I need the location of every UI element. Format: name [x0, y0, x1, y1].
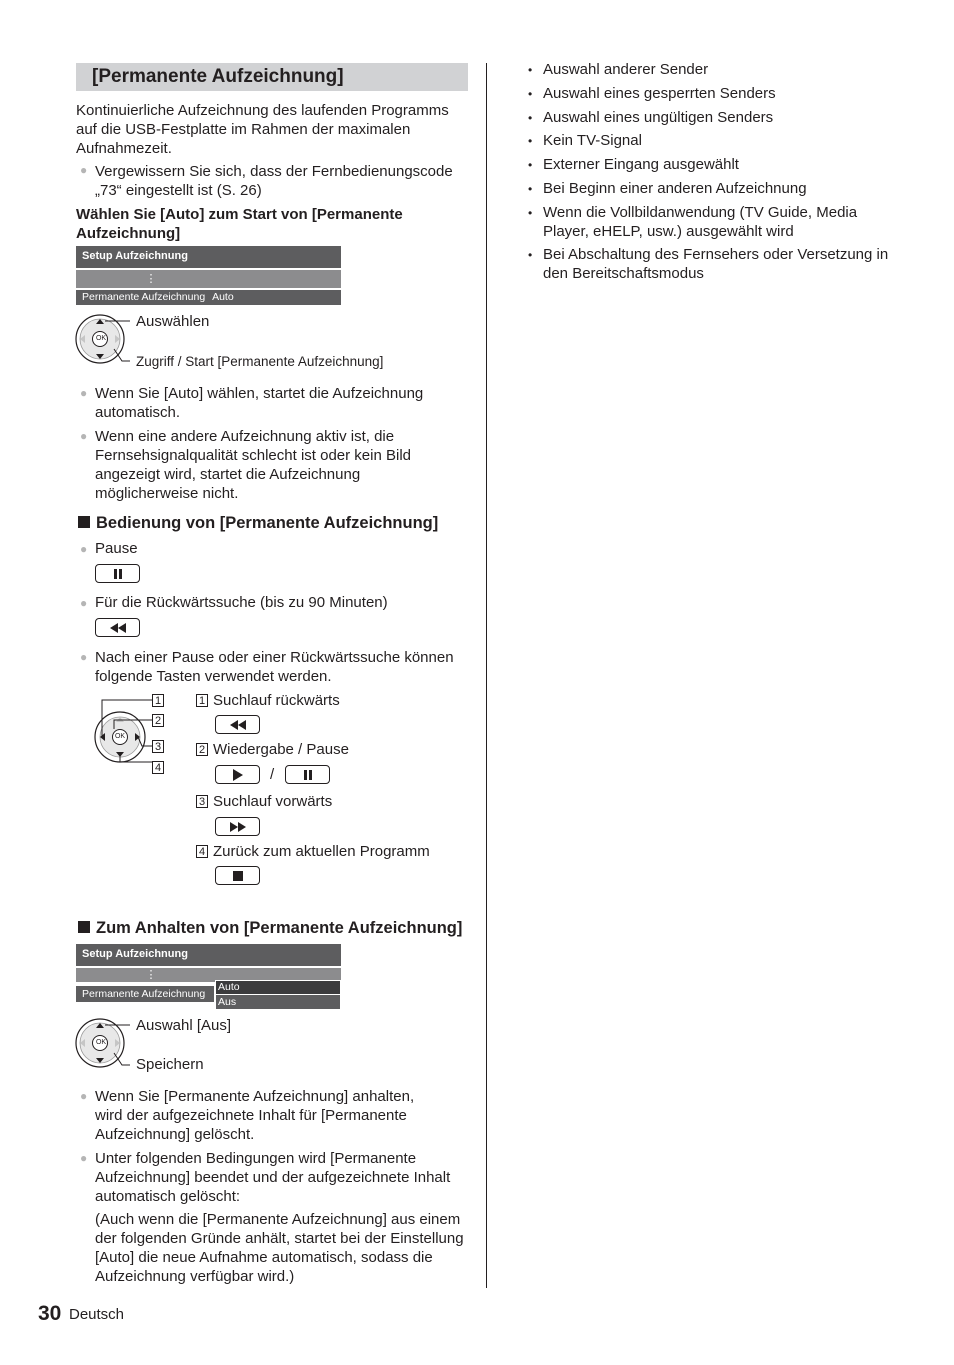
ok-label: OK: [95, 1039, 107, 1046]
bullet-icon: ●: [80, 1151, 88, 1165]
menu-item-permanente[interactable]: [76, 290, 341, 305]
fast-forward-icon: [229, 822, 247, 832]
callout-2: 2: [152, 714, 164, 727]
bullet-icon: •: [528, 158, 533, 172]
bullet-icon: ●: [80, 596, 88, 610]
menu-ellipsis: ⋮: [76, 270, 226, 288]
bullet-icon: •: [528, 87, 533, 101]
callout-3: 3: [152, 740, 164, 753]
play-button[interactable]: [215, 765, 260, 784]
condition-item: Auswahl anderer Sender: [543, 61, 709, 78]
condition-item: Bei Abschaltung des Fernsehers oder Versetzung in den Bereitschaftsmodus: [543, 246, 889, 282]
menu-item-permanente[interactable]: Permanente Aufzeichnung: [76, 986, 214, 1002]
ok-label: OK: [95, 335, 107, 342]
section-title: [Permanente Aufzeichnung]: [76, 63, 468, 91]
store-label: Speichern: [136, 1056, 204, 1073]
stop-note-1: Wenn Sie [Permanente Aufzeichnung] anhalten, wird der aufgezeichnete Inhalt für [Permanente Aufzeichnung] gelöscht.: [95, 1088, 415, 1143]
condition-item: Bei Beginn einer anderen Aufzeichnung: [543, 180, 807, 197]
slash-separator: /: [270, 766, 275, 783]
intro-text: Kontinuierliche Aufzeichnung des laufenden Programms auf die USB-Festplatte im Rahmen der maximalen Aufnahmezeit.: [76, 102, 449, 157]
menu-title: Setup Aufzeichnung: [76, 246, 341, 268]
pause-key-button[interactable]: [285, 765, 330, 784]
page-number: 30: [38, 1302, 62, 1325]
select-auto-heading: Wählen Sie [Auto] zum Start von [Permanente Aufzeichnung]: [76, 206, 403, 242]
operation-heading: Bedienung von [Permanente Aufzeichnung]: [78, 514, 438, 533]
stop-icon: [232, 870, 244, 882]
square-bullet-icon: [78, 921, 90, 933]
menu-dropdown[interactable]: [215, 980, 341, 1010]
bullet-icon: ●: [80, 650, 88, 664]
bullet-icon: ●: [80, 1089, 88, 1103]
callout-1: 1: [152, 694, 164, 707]
rewind-button[interactable]: [95, 618, 140, 637]
key-2: 2 Wiedergabe / Pause: [196, 741, 349, 758]
menu-ellipsis: ⋮: [76, 968, 226, 982]
menu-item-label: Permanente Aufzeichnung: [82, 291, 206, 303]
bullet-icon: •: [528, 134, 533, 148]
stop-note-2: Unter folgenden Bedingungen wird [Permanente Aufzeichnung] beendet und der aufgezeichnete Inhalt automatisch gelöscht:: [95, 1150, 451, 1205]
condition-item: Externer Eingang ausgewählt: [543, 156, 739, 173]
intro-bullet-text: Vergewissern Sie sich, dass der Fernbedienungscode „73“ eingestellt ist (S. 26): [95, 163, 453, 199]
play-icon: [232, 769, 244, 781]
forward-button[interactable]: [215, 817, 260, 836]
pause-button[interactable]: [95, 564, 140, 583]
bullet-icon: •: [528, 111, 533, 125]
select-label: Auswählen: [136, 313, 210, 330]
stop-button[interactable]: [215, 866, 260, 885]
key-3: 3 Suchlauf vorwärts: [196, 793, 332, 810]
menu-title: Setup Aufzeichnung: [76, 944, 341, 966]
select-aus-label: Auswahl [Aus]: [136, 1017, 232, 1034]
ok-label: OK: [114, 733, 126, 740]
pause-text: Pause: [95, 540, 138, 557]
condition-item: Auswahl eines gesperrten Senders: [543, 85, 776, 102]
bullet-icon: ●: [80, 429, 88, 443]
bullet-icon: •: [528, 206, 533, 220]
condition-item: Kein TV-Signal: [543, 132, 642, 149]
menu-setup-aufzeichnung: [76, 246, 341, 305]
access-label: Zugriff / Start [Permanente Aufzeichnung]: [136, 354, 384, 369]
auto-note-1: Wenn Sie [Auto] wählen, startet die Aufzeichnung automatisch.: [95, 385, 424, 421]
condition-item: Wenn die Vollbildanwendung (TV Guide, Media Player, eHELP, usw.) ausgewählt wird: [543, 204, 858, 240]
column-divider: [486, 63, 487, 1288]
key-4: 4 Zurück zum aktuellen Programm: [196, 843, 430, 860]
pause-icon: [111, 568, 125, 580]
pause-icon: [301, 769, 315, 781]
bullet-icon: •: [528, 248, 533, 262]
bullet-icon: •: [528, 182, 533, 196]
key-1: 1 Suchlauf rückwärts: [196, 692, 340, 709]
square-bullet-icon: [78, 516, 90, 528]
bullet-icon: ●: [80, 386, 88, 400]
footer-language: Deutsch: [69, 1306, 125, 1323]
rewind-icon: [109, 623, 127, 633]
stop-heading: Zum Anhalten von [Permanente Aufzeichnung]: [78, 919, 462, 938]
rewind-key-button[interactable]: [215, 715, 260, 734]
dropdown-option-aus[interactable]: Aus: [216, 994, 340, 1009]
bullet-icon: ●: [80, 163, 88, 177]
rewind-icon: [229, 720, 247, 730]
bullet-icon: •: [528, 63, 533, 77]
auto-note-2: Wenn eine andere Aufzeichnung aktiv ist, die Fernsehsignalqualität schlecht ist oder kein Bild angezeigt wird, startet die Aufzeichnung möglicherweise nicht.: [95, 428, 412, 502]
bullet-icon: ●: [80, 542, 88, 556]
condition-item: Auswahl eines ungültigen Senders: [543, 109, 774, 126]
callout-4: 4: [152, 761, 164, 774]
after-text: Nach einer Pause oder einer Rückwärtssuche können folgende Tasten verwendet werden.: [95, 649, 454, 685]
rewind-text: Für die Rückwärtssuche (bis zu 90 Minuten): [95, 594, 388, 611]
dropdown-option-auto[interactable]: Auto: [216, 981, 340, 994]
stop-paren-note: (Auch wenn die [Permanente Aufzeichnung] aus einem der folgenden Gründe anhält, startet bei der Einstellung [Auto] die neue Aufnahme automatisch, sodass die Aufzeichnung verfügbar wird.): [95, 1211, 464, 1285]
menu-item-value: Auto: [212, 291, 234, 303]
